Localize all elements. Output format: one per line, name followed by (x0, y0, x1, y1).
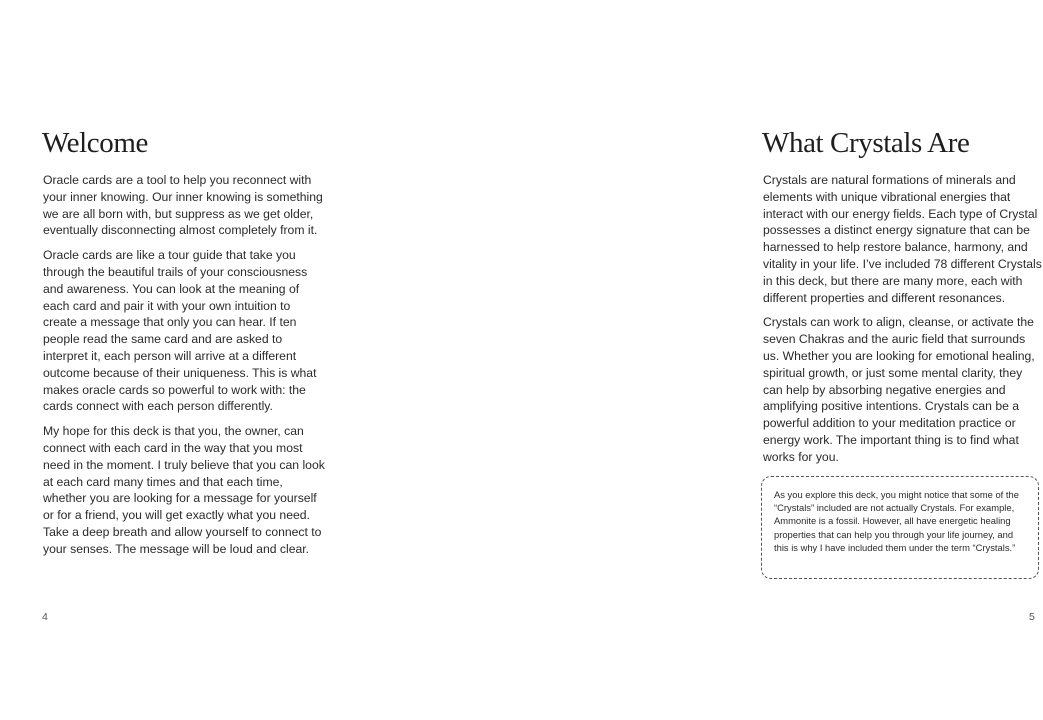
body-text (43, 172, 325, 566)
page-number: 5 (1029, 611, 1035, 623)
paragraph: My hope for this deck is that you, the owner, can connect with each card in the way that you most need in the moment. I truly believe that you can look at each card many times and that each time, whether you are looking for a message for yourself or for a friend, you will get exactly what you need. Take a deep breath and allow yourself to connect to your senses. The message will be loud and clear. (43, 424, 325, 556)
right-page (360, 0, 1042, 720)
paragraph: Crystals can work to align, cleanse, or activate the seven Chakras and the auric field that surrounds us. Whether you are looking for emotional healing, spiritual growth, or just some mental clarity, they can help by absorbing negative energies and amplifying positive intentions. Crystals can be a powerful addition to your meditation practice or energy work. The important thing is to find what works for you. (763, 315, 1035, 464)
note-box: As you explore this deck, you might notice that some of the “Crystals” included are not actually Crystals. For example, Ammonite is a fossil. However, all have energetic healing properties that can help you through your life journey, and this is why I have included them under the term “Crystals.” (761, 476, 1039, 579)
paragraph: Oracle cards are like a tour guide that take you through the beautiful trails of your consciousness and awareness. You can look at the meaning of each card and pair it with your own intuition to create a message that only you can hear. If ten people read the same card and are asked to interpret it, each person will arrive at a different outcome because of their uniqueness. This is what makes oracle cards so powerful to work with: the cards connect with each person differently. (43, 248, 317, 414)
page-title: What Crystals Are (762, 127, 970, 159)
body-text (763, 172, 1043, 474)
paragraph: Oracle cards are a tool to help you reconnect with your inner knowing. Our inner knowing is something we are all born with, but suppress as we get older, eventually disconnecting almost completely from it. (43, 173, 323, 238)
page-number: 4 (42, 611, 48, 623)
paragraph: Crystals are natural formations of minerals and elements with unique vibrational energies that interact with our energy fields. Each type of Crystal possesses a distinct energy signature that can be harnessed to help restore balance, harmony, and vitality in your life. I’ve included 78 different Crystals in this deck, but there are many more, each with different properties and different resonances. (763, 173, 1042, 305)
page-title: Welcome (42, 127, 148, 159)
left-page (0, 0, 360, 720)
